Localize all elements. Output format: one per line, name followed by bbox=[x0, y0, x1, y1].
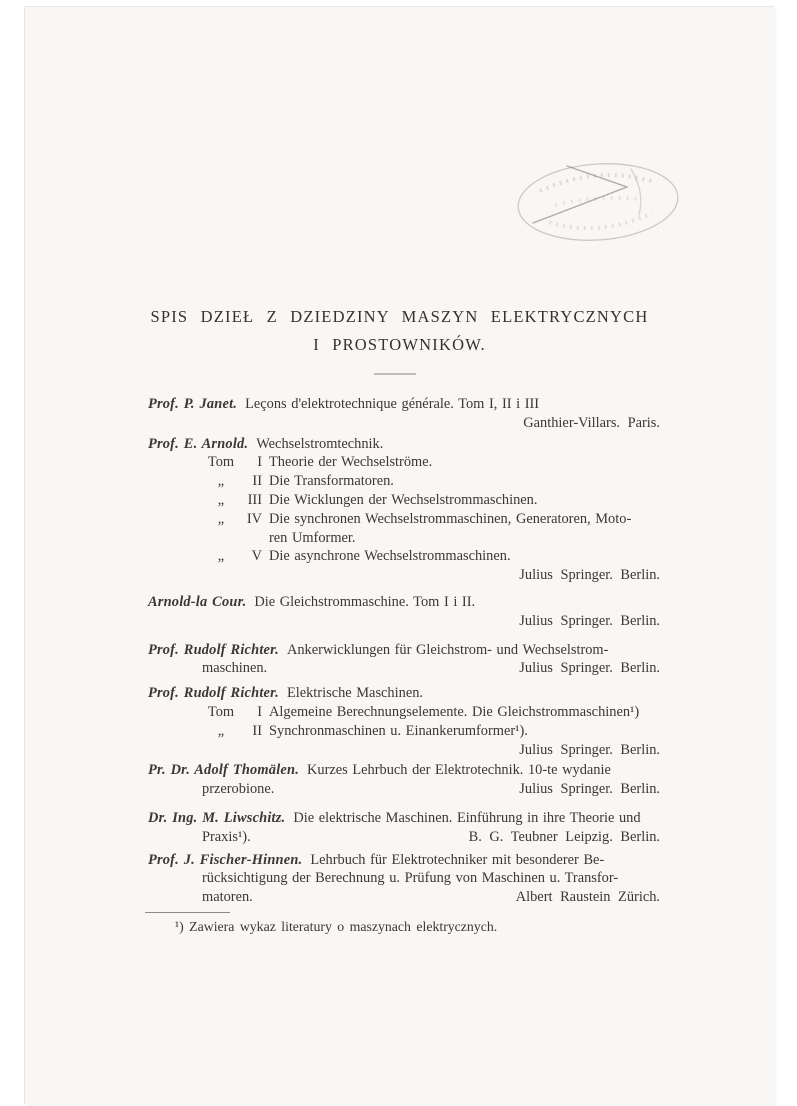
entry-line bbox=[148, 593, 660, 612]
bibliography-entry bbox=[148, 761, 660, 799]
volume-number: I bbox=[257, 454, 262, 471]
volume-title: Die synchronen Wechselstrommaschinen, Generatoren, Moto- bbox=[269, 510, 632, 527]
volume-number: II bbox=[252, 722, 262, 739]
volume-line bbox=[148, 722, 660, 741]
footnote: ¹) Zawiera wykaz literatury o maszynach elektrycznych. bbox=[175, 919, 498, 934]
entry-title-text: Die elektrische Maschinen. Einführung in ihre Theorie und bbox=[293, 809, 641, 826]
entry-author: Prof. Rudolf Richter. bbox=[148, 685, 279, 702]
entry-author: Pr. Dr. Adolf Thomälen. bbox=[148, 762, 299, 779]
volume-title: Synchronmaschinen u. Einankerumformer¹). bbox=[269, 722, 528, 739]
entry-line bbox=[148, 888, 660, 907]
volume-label bbox=[204, 529, 238, 548]
bibliography-entry bbox=[148, 435, 660, 585]
bibliography-entry bbox=[148, 809, 660, 847]
volume-label: Tom bbox=[207, 703, 235, 720]
volume-line bbox=[148, 491, 660, 510]
volume-label: „ bbox=[217, 473, 225, 490]
entry-line bbox=[148, 414, 660, 433]
bibliography-entry bbox=[148, 395, 660, 433]
publisher: Julius Springer. Berlin. bbox=[519, 781, 660, 798]
entry-line bbox=[148, 741, 660, 760]
entry-author: Arnold-la Cour. bbox=[148, 593, 247, 610]
volume-number: IV bbox=[246, 510, 262, 527]
volume-number: II bbox=[252, 473, 262, 490]
entry-title-text: Ankerwicklungen für Gleichstrom- und Wechselstrom- bbox=[286, 641, 609, 658]
volume-line bbox=[148, 510, 660, 529]
volume-title: ren Umformer. bbox=[269, 529, 356, 546]
entry-line bbox=[148, 641, 660, 660]
volume-number: V bbox=[251, 548, 262, 565]
bibliography-list bbox=[148, 395, 660, 907]
entry-line bbox=[148, 828, 660, 847]
entry-continuation: rücksichtigung der Berechnung u. Prüfung von Maschinen u. Transfor- bbox=[202, 870, 619, 887]
entry-title-text: Leçons d'elektrotechnique générale. Tom I, II i III bbox=[245, 396, 540, 412]
entry-continuation: Praxis¹). bbox=[202, 828, 251, 845]
entry-line bbox=[148, 659, 660, 678]
volume-number: III bbox=[247, 491, 262, 508]
entry-line bbox=[148, 761, 660, 780]
volume-label: Tom bbox=[207, 454, 235, 471]
bibliography-entry bbox=[148, 851, 660, 907]
entry-title-text: Lehrbuch für Elektrotechniker mit besonderer Be- bbox=[310, 851, 605, 868]
volume-title: Algemeine Berechnungselemente. Die Gleichstrommaschinen¹) bbox=[269, 703, 640, 720]
entry-title-text: Kurzes Lehrbuch der Elektrotechnik. 10-te wydanie bbox=[307, 762, 611, 779]
library-stamp bbox=[503, 147, 693, 257]
volume-label: „ bbox=[217, 491, 225, 508]
publisher: Julius Springer. Berlin. bbox=[519, 741, 660, 758]
bibliography-entry bbox=[148, 641, 660, 679]
volume-title: Die Wicklungen der Wechselstrommaschinen. bbox=[269, 491, 538, 508]
entry-line bbox=[148, 809, 660, 828]
entry-line bbox=[148, 395, 660, 414]
title-divider bbox=[374, 373, 416, 375]
volume-line bbox=[148, 529, 660, 548]
volume-title: Theorie der Wechselströme. bbox=[269, 454, 433, 471]
volume-line bbox=[148, 703, 660, 722]
entry-author: Dr. Ing. M. Liwschitz. bbox=[148, 809, 286, 826]
bibliography-entry bbox=[148, 684, 660, 759]
volume-line bbox=[148, 547, 660, 566]
volume-title: Die Transformatoren. bbox=[269, 473, 394, 490]
bibliography-entry bbox=[148, 593, 660, 631]
entry-author: Prof. Rudolf Richter. bbox=[148, 641, 279, 658]
volume-line bbox=[148, 453, 660, 472]
volume-label: „ bbox=[217, 722, 225, 739]
entry-author: Prof. P. Janet. bbox=[148, 396, 238, 412]
volume-label: „ bbox=[217, 510, 225, 527]
volume-number: I bbox=[257, 703, 262, 720]
footnote-divider bbox=[145, 912, 230, 913]
entry-line bbox=[148, 612, 660, 631]
entry-author: Prof. E. Arnold. bbox=[148, 435, 249, 452]
entry-title-text: Elektrische Maschinen. bbox=[286, 685, 424, 702]
entry-line bbox=[148, 780, 660, 799]
entry-continuation: matoren. bbox=[202, 889, 253, 906]
publisher: Albert Raustein Zürich. bbox=[515, 889, 660, 906]
publisher: Julius Springer. Berlin. bbox=[519, 612, 660, 629]
volume-number bbox=[238, 529, 262, 548]
publisher: Ganthier-Villars. Paris. bbox=[523, 414, 660, 431]
volume-line bbox=[148, 472, 660, 491]
volume-label: „ bbox=[217, 548, 225, 565]
page-title-line-1: SPIS DZIEŁ Z DZIEDZINY MASZYN ELEKTRYCZNYCH bbox=[150, 307, 649, 326]
volume-title: Die asynchrone Wechselstrommaschinen. bbox=[269, 548, 511, 565]
entry-line bbox=[148, 435, 660, 454]
entry-line bbox=[148, 684, 660, 703]
entry-author: Prof. J. Fischer-Hinnen. bbox=[148, 851, 303, 868]
entry-title-text: Die Gleichstrommaschine. Tom I i II. bbox=[254, 593, 476, 610]
publisher: Julius Springer. Berlin. bbox=[519, 567, 660, 584]
publisher: B. G. Teubner Leipzig. Berlin. bbox=[468, 828, 660, 845]
publisher: Julius Springer. Berlin. bbox=[519, 660, 660, 677]
entry-continuation: maschinen. bbox=[202, 660, 268, 677]
document-page bbox=[25, 7, 774, 1104]
entry-continuation: przerobione. bbox=[202, 781, 275, 798]
entry-line bbox=[148, 851, 660, 870]
entry-line bbox=[148, 566, 660, 585]
page-title bbox=[85, 303, 714, 359]
page-title-line-2: I PROSTOWNIKÓW. bbox=[313, 335, 486, 354]
entry-title-text: Wechselstromtechnik. bbox=[256, 435, 384, 452]
